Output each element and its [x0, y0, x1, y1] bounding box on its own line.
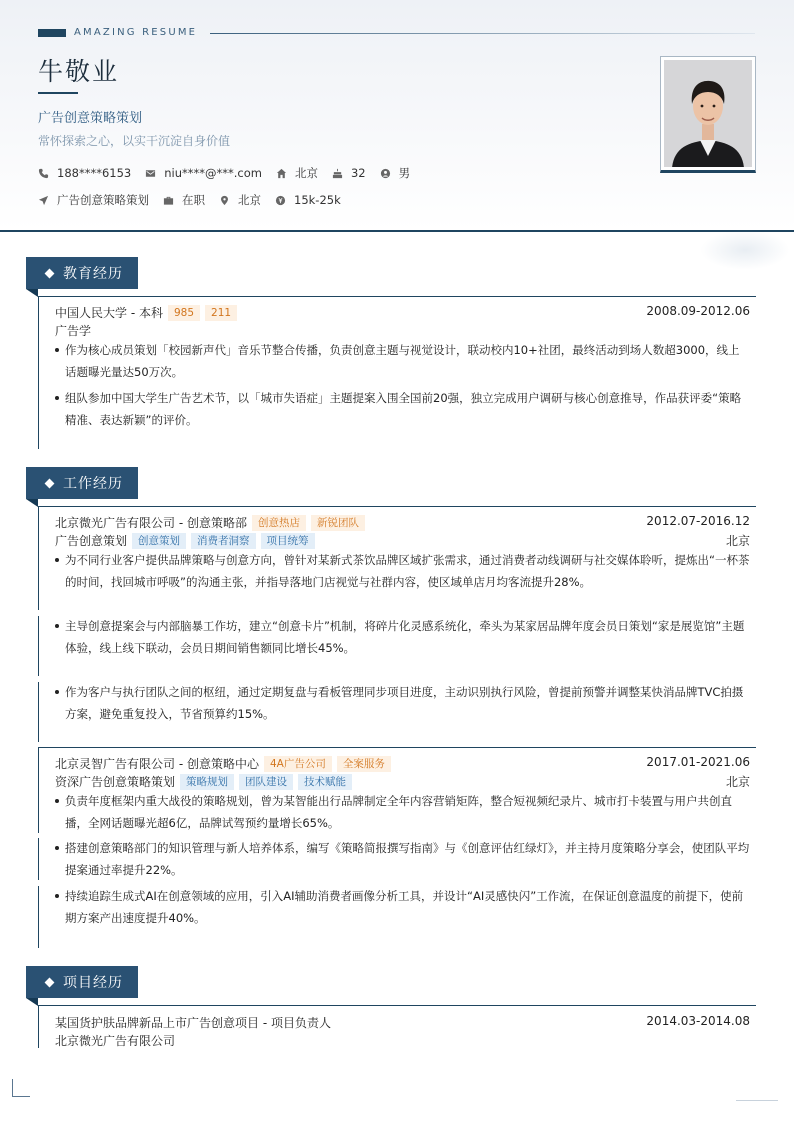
email-item	[145, 166, 262, 180]
work-vline	[38, 747, 39, 833]
work-vline	[38, 838, 39, 880]
skill-tag: 团队建设	[239, 774, 293, 790]
work-vline	[38, 506, 39, 610]
work-vline	[38, 616, 39, 676]
education-vline	[38, 296, 39, 449]
location-pin-icon	[219, 195, 230, 206]
home-icon	[276, 168, 287, 179]
skill-tag: 消费者洞察	[191, 533, 256, 549]
project-date: 2014.03-2014.08	[646, 1014, 750, 1028]
education-major	[55, 322, 750, 339]
job-title: 广告创意策略策划	[38, 111, 143, 126]
page-corner-mark	[12, 1079, 30, 1097]
money-icon	[275, 195, 286, 206]
email-text: niu****@***.com	[164, 166, 262, 180]
project-title: 某国货护肤品牌新品上市广告创意项目 - 项目负责人	[55, 1016, 331, 1030]
section-title-text: 教育经历	[63, 266, 123, 282]
candidate-name: 牛敬业	[38, 57, 120, 86]
project-head	[55, 1014, 750, 1031]
education-bullet: 作为核心成员策划「校园新声代」音乐节整合传播，负责创意主题与视觉设计，联动校内10+社团，最终活动到场人数超3000，线上话题曝光量达50万次。	[55, 339, 750, 383]
company-tag: 新锐团队	[311, 515, 365, 531]
section-title-education	[26, 257, 138, 289]
work-bullet: 搭建创意策略部门的知识管理与新人培养体系，编写《策略简报撰写指南》与《创意评估红绿灯》，并主持月度策略分享会，使团队平均提案通过率提升22%。	[55, 837, 750, 881]
gender-icon	[380, 168, 391, 179]
project-company	[55, 1032, 750, 1049]
phone-icon	[38, 168, 49, 179]
section-title-text: 项目经历	[63, 975, 123, 991]
work-date: 2017.01-2021.06	[646, 755, 750, 769]
major-text: 广告学	[55, 324, 92, 338]
work-vline	[38, 682, 39, 742]
target-job-item	[38, 192, 149, 208]
work-location: 北京	[725, 775, 750, 789]
work-entry-1-sub	[55, 532, 750, 549]
work-bullet: 作为客户与执行团队之间的枢纽，通过定期复盘与看板管理同步项目进度，主动识别执行风险，曾提前预警并调整某快消品牌TVC拍摄方案，避免重复投入，节省预算约15%。	[55, 681, 750, 725]
project-block-top	[38, 1005, 756, 1006]
section-title-text: 工作经历	[63, 476, 123, 492]
target-job-text: 广告创意策略策划	[57, 193, 149, 207]
mail-icon	[145, 168, 156, 179]
education-bullet: 组队参加中国大学生广告艺术节，以「城市失语症」主题提案入围全国前20强，独立完成用户调研与核心创意推导，作品获评委“策略精准、表达新颖”的评价。	[55, 387, 750, 431]
salary-text: 15k-25k	[294, 193, 341, 207]
work-entry-2-head	[55, 755, 750, 772]
project-vline	[38, 1005, 39, 1048]
send-icon	[38, 195, 49, 206]
work-location: 北京	[725, 534, 750, 548]
education-head	[55, 304, 750, 321]
diamond-icon	[45, 478, 55, 488]
age-item	[332, 166, 366, 180]
skill-tag: 创意策划	[132, 533, 186, 549]
work-entry-1-head	[55, 514, 750, 531]
work-entry-2-divider	[38, 747, 756, 748]
company-tag: 4A广告公司	[264, 756, 332, 772]
hometown-item	[276, 165, 318, 181]
target-city-item	[219, 192, 261, 208]
gender-item	[380, 165, 411, 181]
skill-tag: 项目统筹	[261, 533, 315, 549]
intention-row	[38, 192, 355, 208]
tag-211: 211	[205, 305, 237, 321]
cake-icon	[332, 168, 343, 179]
status-text: 在职	[182, 193, 205, 207]
contact-row	[38, 165, 424, 181]
company-name: 北京灵智广告有限公司 - 创意策略中心	[55, 757, 259, 771]
company-tag: 创意热店	[252, 515, 306, 531]
profile-photo-frame	[660, 56, 756, 173]
tab-fold	[26, 499, 38, 507]
education-date: 2008.09-2012.06	[646, 304, 750, 318]
target-city-text: 北京	[238, 193, 261, 207]
tab-fold	[26, 998, 38, 1006]
hometown-text: 北京	[294, 166, 318, 180]
gender-text: 男	[398, 166, 411, 180]
position-name: 广告创意策划	[55, 534, 128, 548]
section-title-project	[26, 966, 138, 998]
work-bullet: 负责年度框架内重大战役的策略规划，曾为某智能出行品牌制定全年内容营销矩阵，整合短视频纪录片、城市打卡装置与用户共创直播，全网话题曝光超6亿，品牌试驾预约量增长65%。	[55, 790, 750, 834]
work-vline	[38, 886, 39, 948]
profile-photo	[664, 60, 752, 167]
status-item	[163, 192, 205, 208]
resume-header	[0, 0, 794, 232]
diamond-icon	[45, 977, 55, 987]
header-glow	[700, 230, 790, 270]
school-name: 中国人民大学 - 本科	[55, 306, 163, 320]
section-title-work	[26, 467, 138, 499]
brand-divider	[210, 33, 755, 34]
diamond-icon	[45, 268, 55, 278]
motto: 常怀探索之心，以实干沉淀自身价值	[38, 134, 231, 148]
skill-tag: 技术赋能	[298, 774, 352, 790]
project-company-text: 北京微光广告有限公司	[55, 1034, 176, 1048]
briefcase-icon	[163, 195, 174, 206]
brand-text: AMAZING RESUME	[74, 27, 198, 38]
skill-tag: 策略规划	[180, 774, 234, 790]
name-underline	[38, 92, 78, 94]
page-corner-line	[736, 1100, 778, 1101]
tab-fold	[26, 289, 38, 297]
work-block-top	[38, 506, 756, 507]
education-block-top	[38, 296, 756, 297]
work-bullet: 主导创意提案会与内部脑暴工作坊，建立“创意卡片”机制，将碎片化灵感系统化，牵头为某家居品牌年度会员日策划“家是展览馆”主题体验，线上线下联动，会员日期间销售额同比增长45%。	[55, 615, 750, 659]
work-entry-2-sub	[55, 773, 750, 790]
brand-bar	[38, 29, 66, 37]
company-name: 北京微光广告有限公司 - 创意策略部	[55, 516, 247, 530]
tag-985: 985	[168, 305, 200, 321]
salary-item	[275, 193, 341, 207]
work-bullet: 为不同行业客户提供品牌策略与创意方向，曾针对某新式茶饮品牌区域扩张需求，通过消费者动线调研与社交媒体聆听，提炼出“一杯茶的时间，找回城市呼吸”的沟通主张，并指导落地门店视觉与社群内容，使区域单店月均客流提升28%。	[55, 549, 750, 593]
work-bullet: 持续追踪生成式AI在创意领域的应用，引入AI辅助消费者画像分析工具，并设计“AI灵感快闪”工作流，在保证创意温度的前提下，使前期方案产出速度提升40%。	[55, 885, 750, 929]
phone-item	[38, 166, 131, 180]
company-tag: 全案服务	[337, 756, 391, 772]
work-date: 2012.07-2016.12	[646, 514, 750, 528]
phone-text: 188****6153	[57, 166, 132, 180]
age-text: 32	[350, 166, 366, 180]
position-name: 资深广告创意策略策划	[55, 775, 176, 789]
